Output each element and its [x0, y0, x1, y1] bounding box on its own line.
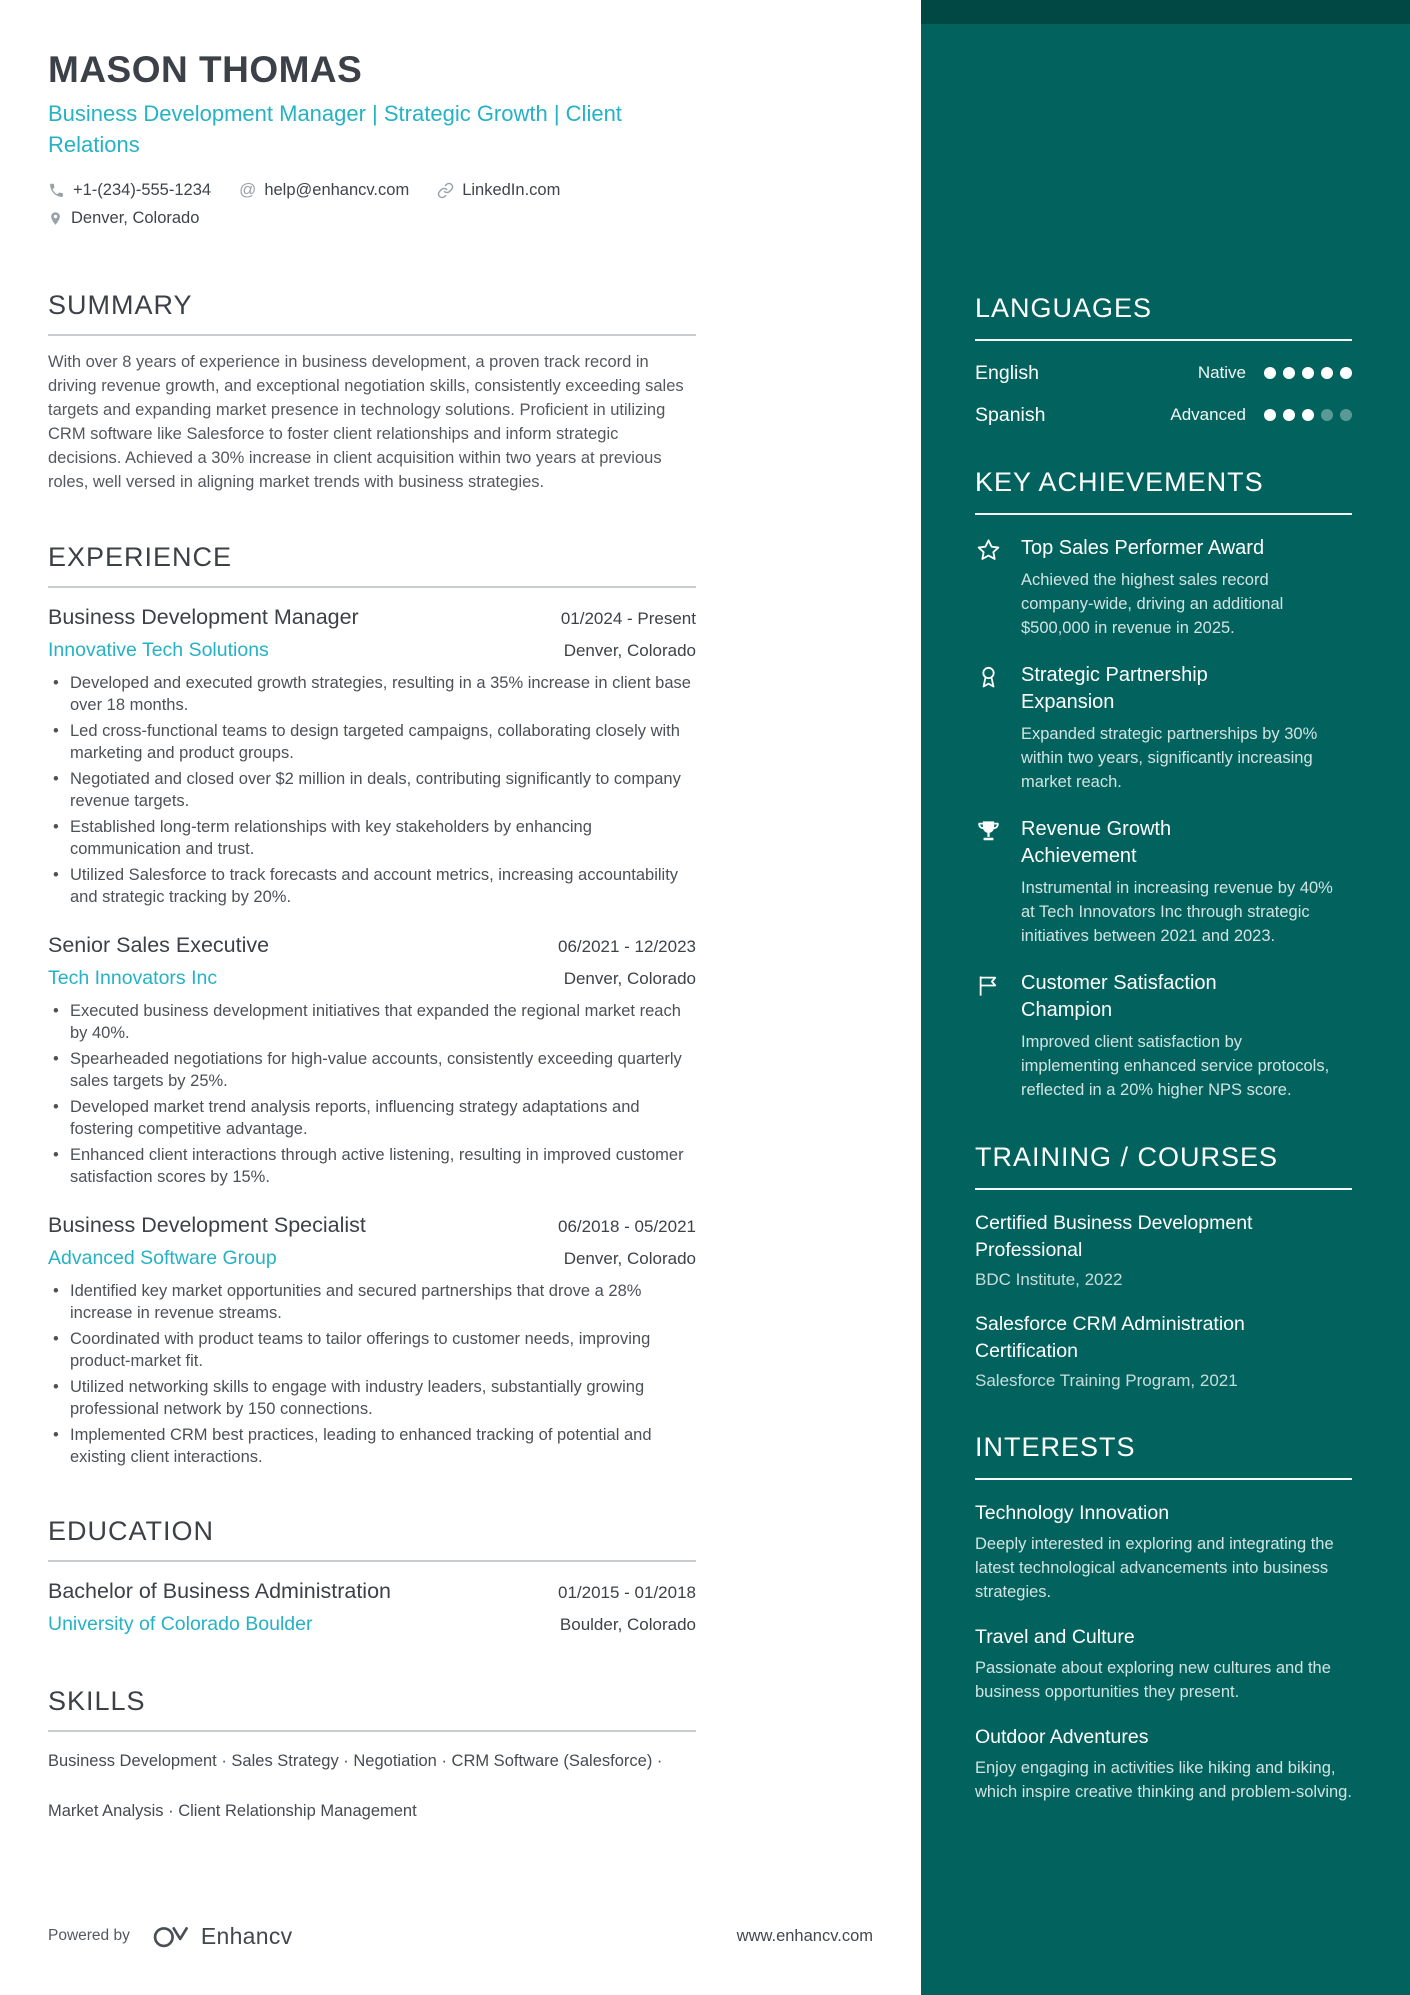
job-bullet: • Utilized networking skills to engage with industry leaders, substantially growing professional network by 150 connections.	[48, 1376, 696, 1420]
job-bullet: • Identified key market opportunities and secured partnerships that drove a 28% increase in revenue streams.	[48, 1280, 696, 1324]
website-link[interactable]: www.enhancv.com	[736, 1926, 873, 1945]
location-label: Denver, Colorado	[71, 209, 200, 227]
language-row	[975, 403, 1352, 427]
education-section	[48, 1516, 696, 1638]
job-entry	[48, 1210, 696, 1468]
languages-section	[975, 293, 1352, 427]
job-bullet: • Utilized Salesforce to track forecasts and account metrics, increasing accountability and strategic tracking by 20%.	[48, 864, 696, 908]
section-divider	[48, 334, 696, 336]
job-entry	[48, 602, 696, 908]
linkedin-label[interactable]: LinkedIn.com	[462, 181, 561, 199]
interest-item	[975, 1624, 1352, 1704]
flag-icon	[975, 970, 1021, 1102]
email-contact[interactable]	[239, 178, 409, 202]
achievements-section	[975, 467, 1352, 1102]
skills-heading: SKILLS	[48, 1686, 146, 1716]
job-bullet: • Developed and executed growth strategies, resulting in a 35% increase in client base over 18 months.	[48, 672, 696, 716]
language-name: Spanish	[975, 404, 1046, 426]
education-heading: EDUCATION	[48, 1516, 215, 1546]
job-dates: 01/2024 - Present	[560, 609, 696, 628]
training-subtitle: Salesforce Training Program, 2021	[975, 1371, 1238, 1390]
achievement-item	[975, 970, 1352, 1102]
achievement-title: Revenue Growth Achievement	[1021, 818, 1172, 867]
section-divider	[48, 1730, 696, 1732]
person-name: MASON THOMAS	[48, 49, 363, 90]
footer	[48, 1922, 873, 1950]
interest-text: Enjoy engaging in activities like hiking and biking, which inspire creative thinking and problem-solving.	[975, 1759, 1352, 1801]
experience-heading: EXPERIENCE	[48, 542, 233, 572]
training-title: Salesforce CRM Administration Certification	[975, 1313, 1245, 1362]
achievement-item	[975, 816, 1352, 948]
language-level: Native	[1197, 363, 1246, 382]
language-proficiency-dots	[1264, 367, 1352, 379]
education-location: Boulder, Colorado	[559, 1615, 696, 1634]
job-entry	[48, 930, 696, 1188]
job-bullet: • Enhanced client interactions through active listening, resulting in improved customer satisfaction scores by 15%.	[48, 1144, 696, 1188]
education-dates: 01/2015 - 01/2018	[557, 1583, 696, 1602]
powered-by-label: Powered by	[48, 1927, 130, 1944]
language-name: English	[975, 362, 1039, 384]
location-contact	[48, 206, 199, 230]
training-section	[975, 1142, 1352, 1392]
interest-text: Passionate about exploring new cultures and the business opportunities they present.	[975, 1659, 1331, 1701]
achievement-title: Strategic Partnership Expansion	[1021, 664, 1208, 713]
person-headline: Business Development Manager | Strategic Growth | Client Relations	[48, 101, 622, 157]
job-dates: 06/2018 - 05/2021	[557, 1217, 696, 1236]
linkedin-contact[interactable]	[437, 178, 560, 202]
phone-icon	[48, 182, 65, 199]
job-company: Innovative Tech Solutions	[48, 639, 269, 661]
job-bullet: • Implemented CRM best practices, leading to enhanced tracking of potential and existing client interactions.	[48, 1424, 696, 1468]
phone-number: +1-(234)-555-1234	[73, 181, 212, 199]
enhancv-logo-icon	[152, 1922, 192, 1950]
medal-icon	[975, 662, 1021, 794]
training-title: Certified Business Development Professional	[975, 1212, 1253, 1261]
job-bullets	[48, 1000, 696, 1188]
sidebar-top-band	[921, 0, 1410, 24]
section-divider	[48, 1560, 696, 1562]
interest-title: Technology Innovation	[975, 1502, 1170, 1524]
job-title: Business Development Manager	[48, 605, 359, 629]
skills-list: Business Development · Sales Strategy · Negotiation · CRM Software (Salesforce) · Market Analysis · Client Relationship Management	[48, 1752, 663, 1820]
summary-section	[48, 290, 696, 494]
education-school: University of Colorado Boulder	[48, 1613, 313, 1635]
contact-row	[48, 178, 696, 202]
job-dates: 06/2021 - 12/2023	[557, 937, 696, 956]
achievement-text: Instrumental in increasing revenue by 40% at Tech Innovators Inc through strategic initiatives between 2021 and 2023.	[1021, 879, 1333, 945]
job-title: Senior Sales Executive	[48, 933, 270, 957]
location-row	[48, 206, 696, 230]
achievements-heading: KEY ACHIEVEMENTS	[975, 467, 1352, 515]
interest-item	[975, 1500, 1352, 1604]
enhancv-wordmark: Enhancv	[200, 1922, 293, 1949]
interests-section	[975, 1432, 1352, 1804]
job-bullet: • Negotiated and closed over $2 million in deals, contributing significantly to company revenue targets.	[48, 768, 696, 812]
job-location: Denver, Colorado	[563, 1249, 696, 1268]
education-degree: Bachelor of Business Administration	[48, 1579, 391, 1603]
job-bullets	[48, 1280, 696, 1468]
star-icon	[975, 535, 1021, 640]
job-bullet: • Developed market trend analysis reports, influencing strategy adaptations and fostering competitive advantage.	[48, 1096, 696, 1140]
phone-contact	[48, 178, 211, 202]
experience-section	[48, 542, 696, 1468]
training-heading: TRAINING / COURSES	[975, 1142, 1352, 1190]
job-bullet: • Spearheaded negotiations for high-value accounts, consistently exceeding quarterly sales targets by 25%.	[48, 1048, 696, 1092]
job-title: Business Development Specialist	[48, 1213, 366, 1237]
interest-title: Travel and Culture	[975, 1626, 1135, 1648]
summary-text: With over 8 years of experience in business development, a proven track record in driving revenue growth, and exceptional negotiation skills, consistently exceeding sales targets and expanding market presence in technology solutions. Proficient in utilizing CRM software like Salesforce to foster client relationships and inform strategic decisions. Achieved a 30% increase in client acquisition within two years at previous roles, well versed in aligning market trends with business strategies.	[48, 353, 684, 491]
achievement-title: Top Sales Performer Award	[1021, 537, 1265, 559]
interest-title: Outdoor Adventures	[975, 1726, 1149, 1748]
enhancv-brand[interactable]	[152, 1922, 293, 1950]
achievement-text: Improved client satisfaction by implementing enhanced service protocols, reflected in a 20% higher NPS score.	[1021, 1033, 1330, 1099]
skills-section	[48, 1686, 696, 1836]
trophy-icon	[975, 816, 1021, 948]
at-icon: @	[239, 180, 257, 199]
job-bullet: • Executed business development initiatives that expanded the regional market reach by 40%.	[48, 1000, 696, 1044]
job-bullets	[48, 672, 696, 908]
achievement-item	[975, 662, 1352, 794]
link-icon	[437, 182, 454, 199]
section-divider	[48, 586, 696, 588]
achievement-text: Expanded strategic partnerships by 30% within two years, significantly increasing market reach.	[1021, 725, 1318, 791]
language-proficiency-dots	[1264, 409, 1352, 421]
job-bullet: • Established long-term relationships with key stakeholders by enhancing communication and trust.	[48, 816, 696, 860]
interest-item	[975, 1724, 1352, 1804]
resume-main-column	[48, 0, 696, 1836]
location-pin-icon	[48, 210, 63, 227]
achievement-item	[975, 535, 1352, 640]
email-address[interactable]: help@enhancv.com	[264, 181, 410, 199]
job-location: Denver, Colorado	[563, 969, 696, 988]
job-bullet: • Coordinated with product teams to tailor offerings to customer needs, improving product-market fit.	[48, 1328, 696, 1372]
job-company: Tech Innovators Inc	[48, 967, 218, 989]
job-company: Advanced Software Group	[48, 1247, 277, 1269]
training-subtitle: BDC Institute, 2022	[975, 1270, 1123, 1289]
language-row	[975, 361, 1352, 385]
summary-heading: SUMMARY	[48, 290, 193, 320]
interests-heading: INTERESTS	[975, 1432, 1352, 1480]
job-bullet: • Led cross-functional teams to design targeted campaigns, collaborating closely with marketing and product groups.	[48, 720, 696, 764]
resume-sidebar	[921, 0, 1410, 1995]
job-location: Denver, Colorado	[563, 641, 696, 660]
achievement-text: Achieved the highest sales record company-wide, driving an additional $500,000 in revenue in 2025.	[1021, 571, 1284, 637]
interest-text: Deeply interested in exploring and integrating the latest technological advancements into business strategies.	[975, 1535, 1334, 1601]
training-item	[975, 1311, 1352, 1392]
achievement-title: Customer Satisfaction Champion	[1021, 972, 1217, 1021]
languages-heading: LANGUAGES	[975, 293, 1352, 341]
language-level: Advanced	[1170, 405, 1246, 424]
training-item	[975, 1210, 1352, 1291]
